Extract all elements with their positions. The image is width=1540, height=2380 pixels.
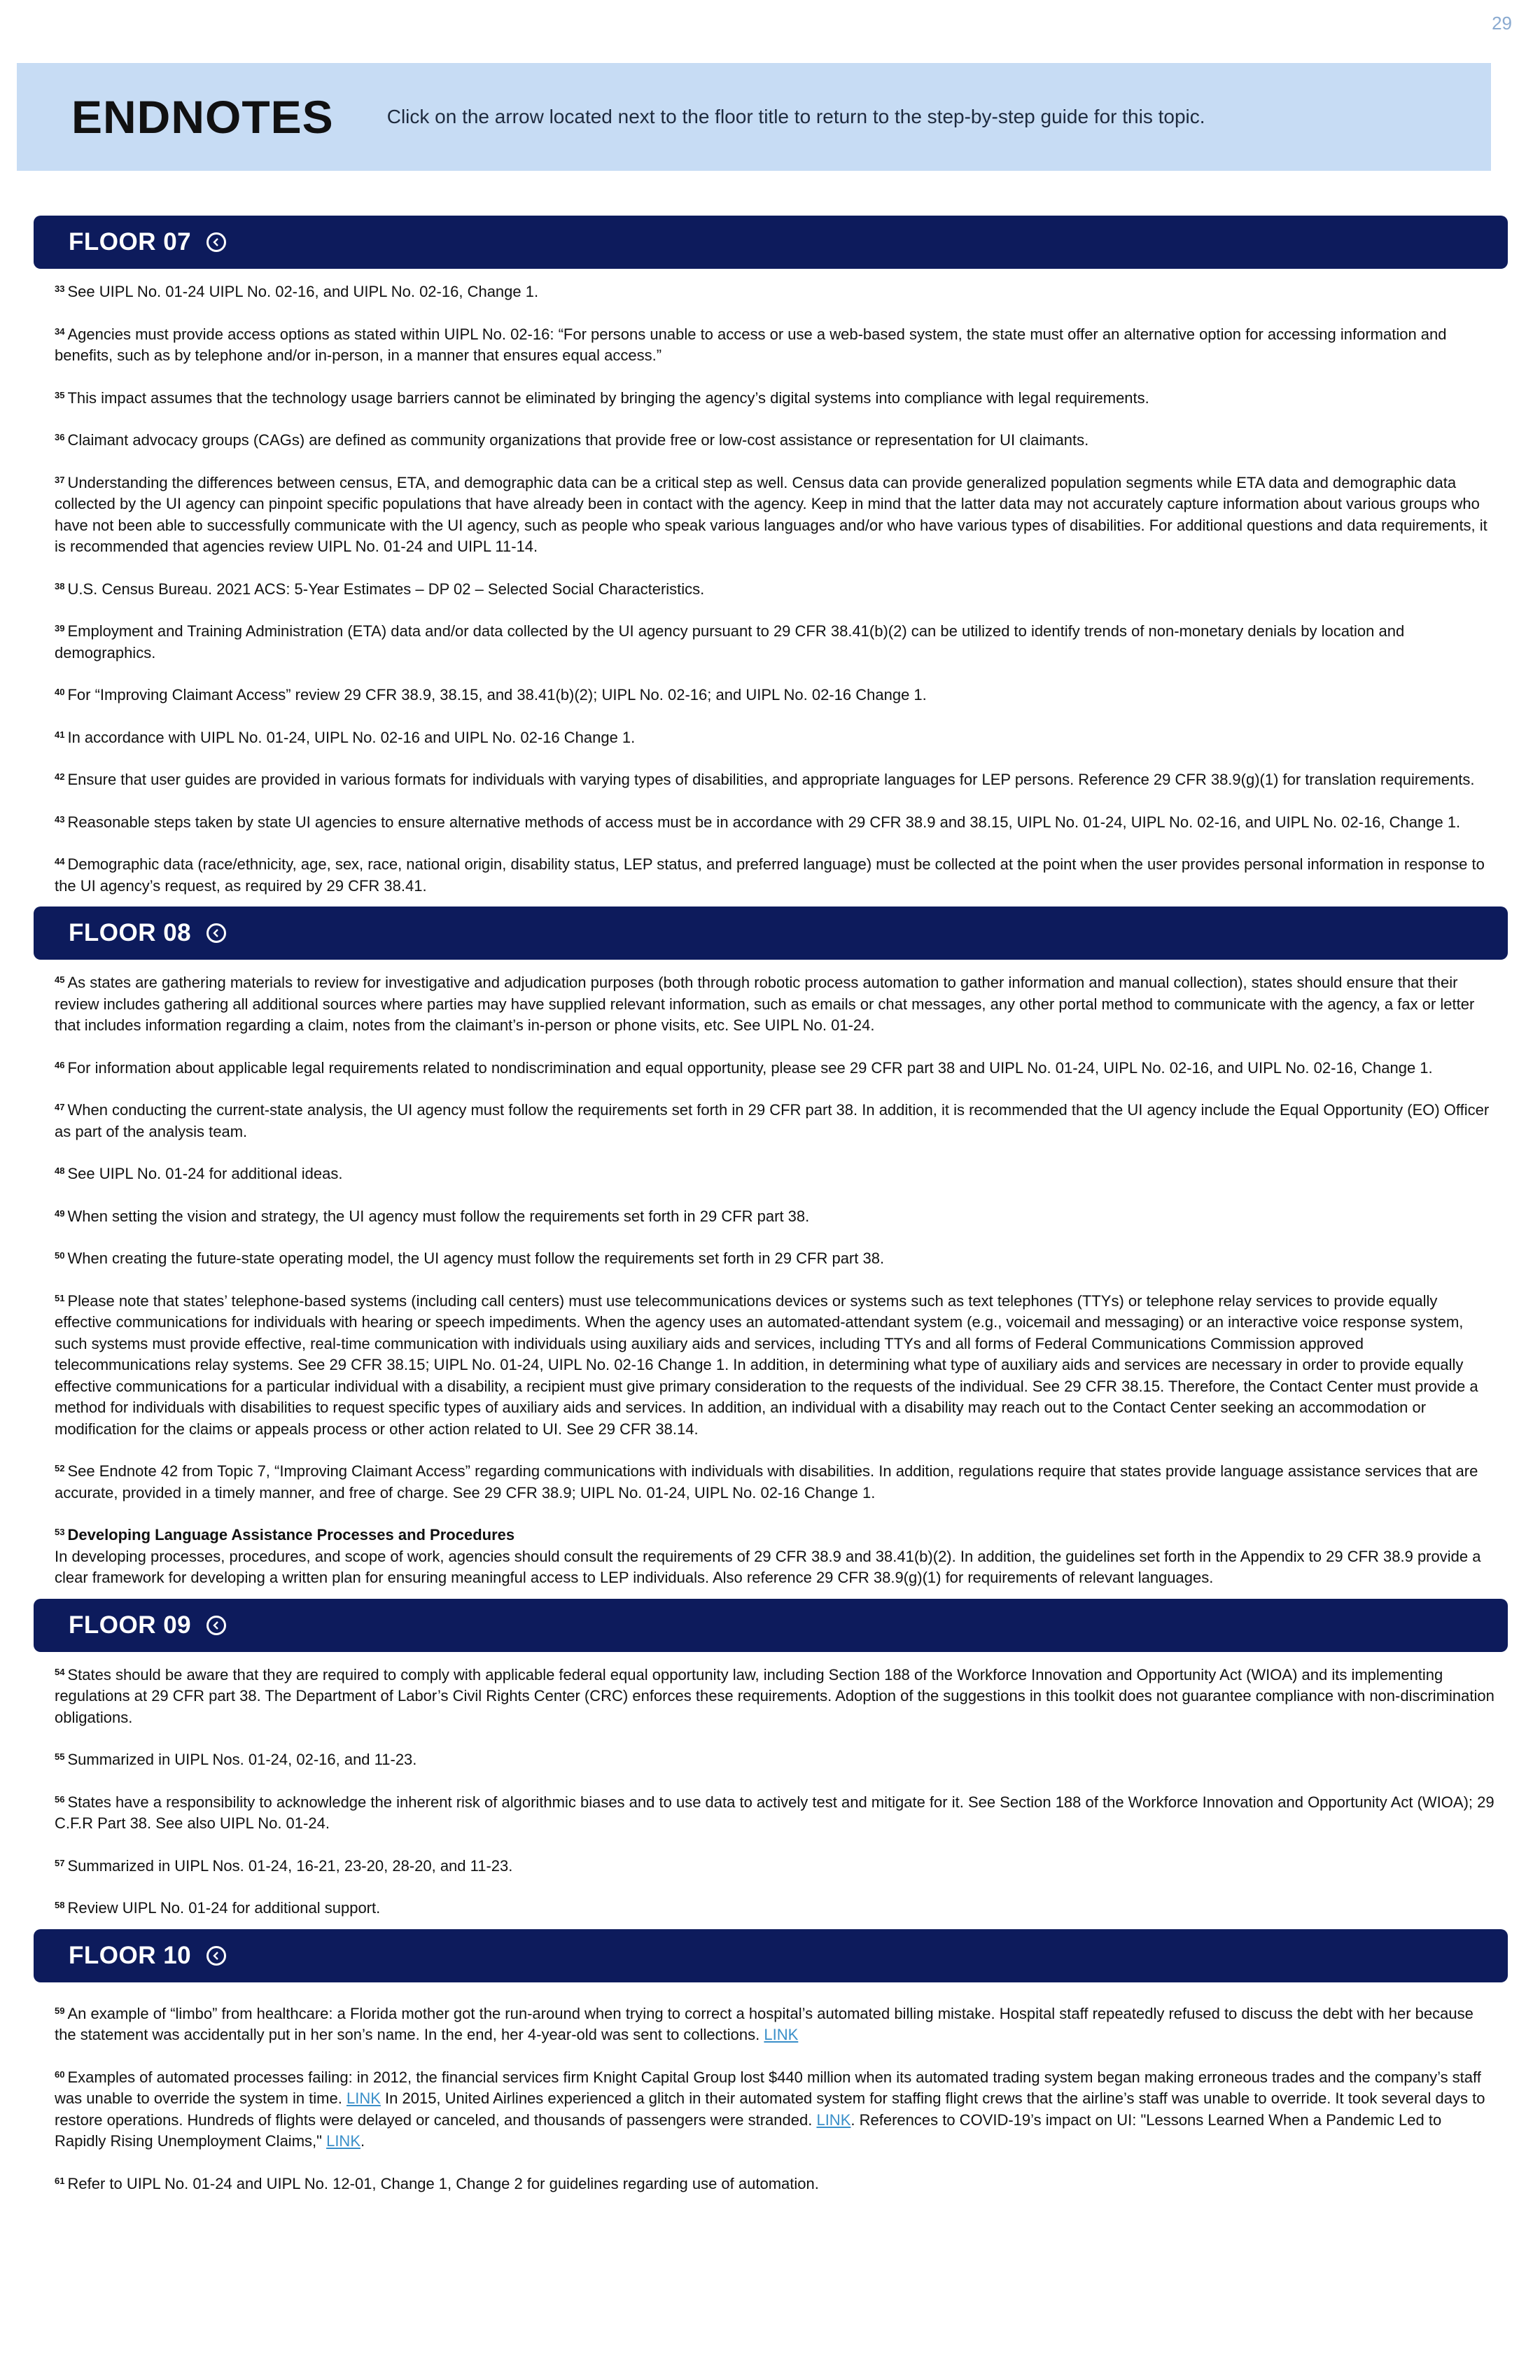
endnote-36: $^{36}$ Claimant advocacy groups (CAGs) are defined as community organizations that provide free or low-cost assistance or representation for UI claimants. [55,431,1089,449]
endnote-58: $^{58}$ Review UIPL No. 01-24 for additional support. [55,1899,381,1917]
endnote-60-link-3[interactable]: LINK [326,2132,360,2150]
endnote-52: $^{52}$ See Endnote 42 from Topic 7, “Improving Claimant Access” regarding communications with individuals with disabilities. In addition, regulations require that states provide language assistance services that are accurate, provided in a timely manner, and free of charge. See 29 CFR 38.9; UIPL No. 01-24, UIPL No. 02-16 Change 1. [55,1462,1478,1502]
endnote-55: $^{55}$ Summarized in UIPL Nos. 01-24, 02-16, and 11-23. [55,1751,417,1768]
endnotes-content [34,216,1508,2216]
floor-09-header [34,1599,1508,1652]
endnote-45: $^{45}$ As states are gathering materials to review for investigative and adjudication purposes (both through robotic process automation to gather information and manual collection), states should ensure that their review includes gathering all additional sources where parties may have supplied relevant information, such as emails or chat messages, any other portal method to communicate with the agency, a fax or letter that includes information regarding a claim, notes from the claimant’s in-person or phone visits, etc. See UIPL No. 01-24. [55,974,1475,1034]
floor-08-title: FLOOR 08 [69,919,192,946]
endnote-47: $^{47}$ When conducting the current-state analysis, the UI agency must follow the requirements set forth in 29 CFR part 38. In addition, it is recommended that the UI agency include the Equal Opportunity (EO) Officer as part of the analysis team. [55,1101,1490,1140]
endnote-53-heading: Developing Language Assistance Processes and Procedures [67,1526,515,1544]
endnote-56: $^{56}$ States have a responsibility to acknowledge the inherent risk of algorithmic biases and to use data to actively test and mitigate for it. See Section 188 of the Workforce Innovation and Opportunity Act (WIOA); 29 C.F.R Part 38. See also UIPL No. 01-24. [55,1793,1494,1832]
floor-10-title: FLOOR 10 [69,1941,192,1969]
endnote-33: $^{33}$ See UIPL No. 01-24 UIPL No. 02-16, and UIPL No. 02-16, Change 1. [55,283,539,300]
floor-07-title: FLOOR 07 [69,228,192,255]
back-arrow-icon[interactable] [206,1946,226,1966]
endnote-60-link-1[interactable]: LINK [346,2090,381,2107]
endnote-39: $^{39}$ Employment and Training Administration (ETA) data and/or data collected by the UI agency pursuant to 29 CFR 38.41(b)(2) can be utilized to identify trends of non-monetary denials by location and demographics. [55,622,1405,662]
page-number: 29 [1492,13,1512,34]
endnote-37: $^{37}$ Understanding the differences between census, ETA, and demographic data can be a critical step as well. Census data can provide generalized population segments while ETA data and demographic data collected by the UI agency can pinpoint specific populations that have already been in contact with the agency. Keep in mind that the latter data may not accurately capture information about various groups who have not been able to successfully communicate with the UI agency, such as people who speak various languages and/or who have various types of disabilities. For additional questions and data requirements, it is recommended that agencies review UIPL No. 01-24 and UIPL 11-14. [55,473,1488,555]
endnote-34: $^{34}$ Agencies must provide access options as stated within UIPL No. 02-16: “For persons unable to access or use a web-based system, the state must offer an alternative option for accessing information and benefits, such as by telephone and/or in-person, in a manner that ensures equal access.” [55,325,1447,364]
endnote-60: $^{60}$ Examples of automated processes failing: in 2012, the financial services firm Knight Capital Group lost $440 million when its automated trading system began making erroneous trades and the company’s staff was unable to override the system in time. LINK In 2015, United Airlines experienced a glitch in their automated system for staffing flight crews that the airline’s staff was unable to override. It took several days to restore operations. Hundreds of flights were delayed or canceled, and thousands of passengers were stranded. LINK. References to COVID-19’s impact on UI: "Lessons Learned When a Pandemic Led to Rapidly Rising Unemployment Claims," LINK. [55,2068,1485,2150]
endnote-38: $^{38}$ U.S. Census Bureau. 2021 ACS: 5-Year Estimates – DP 02 – Selected Social Characteristics. [55,580,705,598]
endnote-54: $^{54}$ States should be aware that they are required to comply with applicable federal equal opportunity law, including Section 188 of the Workforce Innovation and Opportunity Act (WIOA) and its implementing regulations at 29 CFR part 38. The Department of Labor’s Civil Rights Center (CRC) enforces these requirements. Adoption of the suggestions in this toolkit does not guarantee compliance with non-discrimination obligations. [55,1665,1494,1726]
header-instruction: Click on the arrow located next to the floor title to return to the step-by-step guide for this topic. [386,106,1205,127]
endnote-44: $^{44}$ Demographic data (race/ethnicity, age, sex, race, national origin, disability status, LEP status, and preferred language) must be collected at the point when the user provides personal information in response to the UI agency’s request, as required by 29 CFR 38.41. [55,855,1485,895]
endnote-43: $^{43}$ Reasonable steps taken by state UI agencies to ensure alternative methods of access must be in accordance with 29 CFR 38.9 and 38.15, UIPL No. 01-24, UIPL No. 02-16, and UIPL No. 02-16, Change 1. [55,813,1461,831]
floor-09-title: FLOOR 09 [69,1611,192,1639]
endnote-41: $^{41}$ In accordance with UIPL No. 01-24, UIPL No. 02-16 and UIPL No. 02-16 Change 1. [55,728,636,746]
endnote-42: $^{42}$ Ensure that user guides are provided in various formats for individuals with varying types of disabilities, and appropriate languages for LEP persons. Reference 29 CFR 38.9(g)(1) for translation requirements. [55,771,1475,788]
endnote-60-link-2[interactable]: LINK [816,2110,851,2129]
endnote-48: $^{48}$ See UIPL No. 01-24 for additional ideas. [55,1165,343,1182]
endnote-50: $^{50}$ When creating the future-state operating model, the UI agency must follow the requirements set forth in 29 CFR part 38. [55,1250,885,1267]
endnote-53: $^{53}$ Developing Language Assistance Processes and Procedures In developing processes, procedures, and scope of work, agencies should consult the requirements of 29 CFR 38.9 and 38.41(b)(2). In addition, the guidelines set forth in the Appendix to 29 CFR 38.9 provide a clear framework for developing a written plan for ensuring meaningful access to LEP individuals. Also reference 29 CFR 38.9(g)(1) for requirements of relevant languages. [55,1526,1481,1586]
endnote-59-link[interactable]: LINK [764,2026,799,2043]
endnote-57: $^{57}$ Summarized in UIPL Nos. 01-24, 16-21, 23-20, 28-20, and 11-23. [55,1856,513,1875]
endnote-35: $^{35}$ This impact assumes that the technology usage barriers cannot be eliminated by bringing the agency’s digital systems into compliance with legal requirements. [55,388,1149,407]
floor-07-header [34,216,1508,269]
floor-10-header [34,1929,1508,1982]
endnote-46: $^{46}$ For information about applicable legal requirements related to nondiscrimination and equal opportunity, please see 29 CFR part 38 and UIPL No. 01-24, UIPL No. 02-16, and UIPL No. 02-16, Change 1. [55,1058,1433,1077]
back-arrow-icon[interactable] [206,923,226,943]
back-arrow-icon[interactable] [206,232,226,252]
endnote-49: $^{49}$ When setting the vision and strategy, the UI agency must follow the requirements set forth in 29 CFR part 38. [55,1207,810,1225]
endnote-59: $^{59}$ An example of “limbo” from healthcare: a Florida mother got the run-around when trying to correct a hospital’s automated billing mistake. Hospital staff repeatedly refused to discuss the debt with her because the statement was accidentally put in her son’s name. In the end, her 4-year-old was sent to collections. LINK [55,2004,1474,2043]
endnote-40: $^{40}$ For “Improving Claimant Access” review 29 CFR 38.9, 38.15, and 38.41(b)(2); UIPL No. 02-16; and UIPL No. 02-16 Change 1. [55,686,927,704]
endnote-51: $^{51}$ Please note that states’ telephone-based systems (including call centers) must use telecommunications devices or systems such as text telephones (TTYs) or telephone relay services to provide equally effective communications for individuals with hearing or speech impediments. When the agency uses an automated-attendant system (e.g., voicemail and messaging) or an interactive voice response system, such systems must provide effective, real-time communication with individuals using auxiliary aids and services, including TTYs and all forms of Federal Communications Commission approved telecommunications relay systems. See 29 CFR 38.15; UIPL No. 01-24, UIPL No. 02-16 Change 1. In addition, in determining what type of auxiliary aids and services are necessary in order to provide equally effective communications for a particular individual with a disability, a recipient must give primary consideration to the requests of the individual. See 29 CFR 38.15. Therefore, the Contact Center must provide a method for individuals with disabilities to request specific types of auxiliary aids and services. In addition, an individual with a disability may reach out to the Contact Center seeking an accommodation or modification for the claims or appeals process or other action related to UI. See 29 CFR 38.14. [55,1292,1478,1438]
back-arrow-icon[interactable] [206,1616,226,1635]
endnotes-header [17,63,1491,171]
floor-08-header [34,906,1508,960]
endnote-61: $^{61}$ Refer to UIPL No. 01-24 and UIPL No. 12-01, Change 1, Change 2 for guidelines regarding use of automation. [55,2174,819,2192]
page-title: ENDNOTES [71,91,334,143]
